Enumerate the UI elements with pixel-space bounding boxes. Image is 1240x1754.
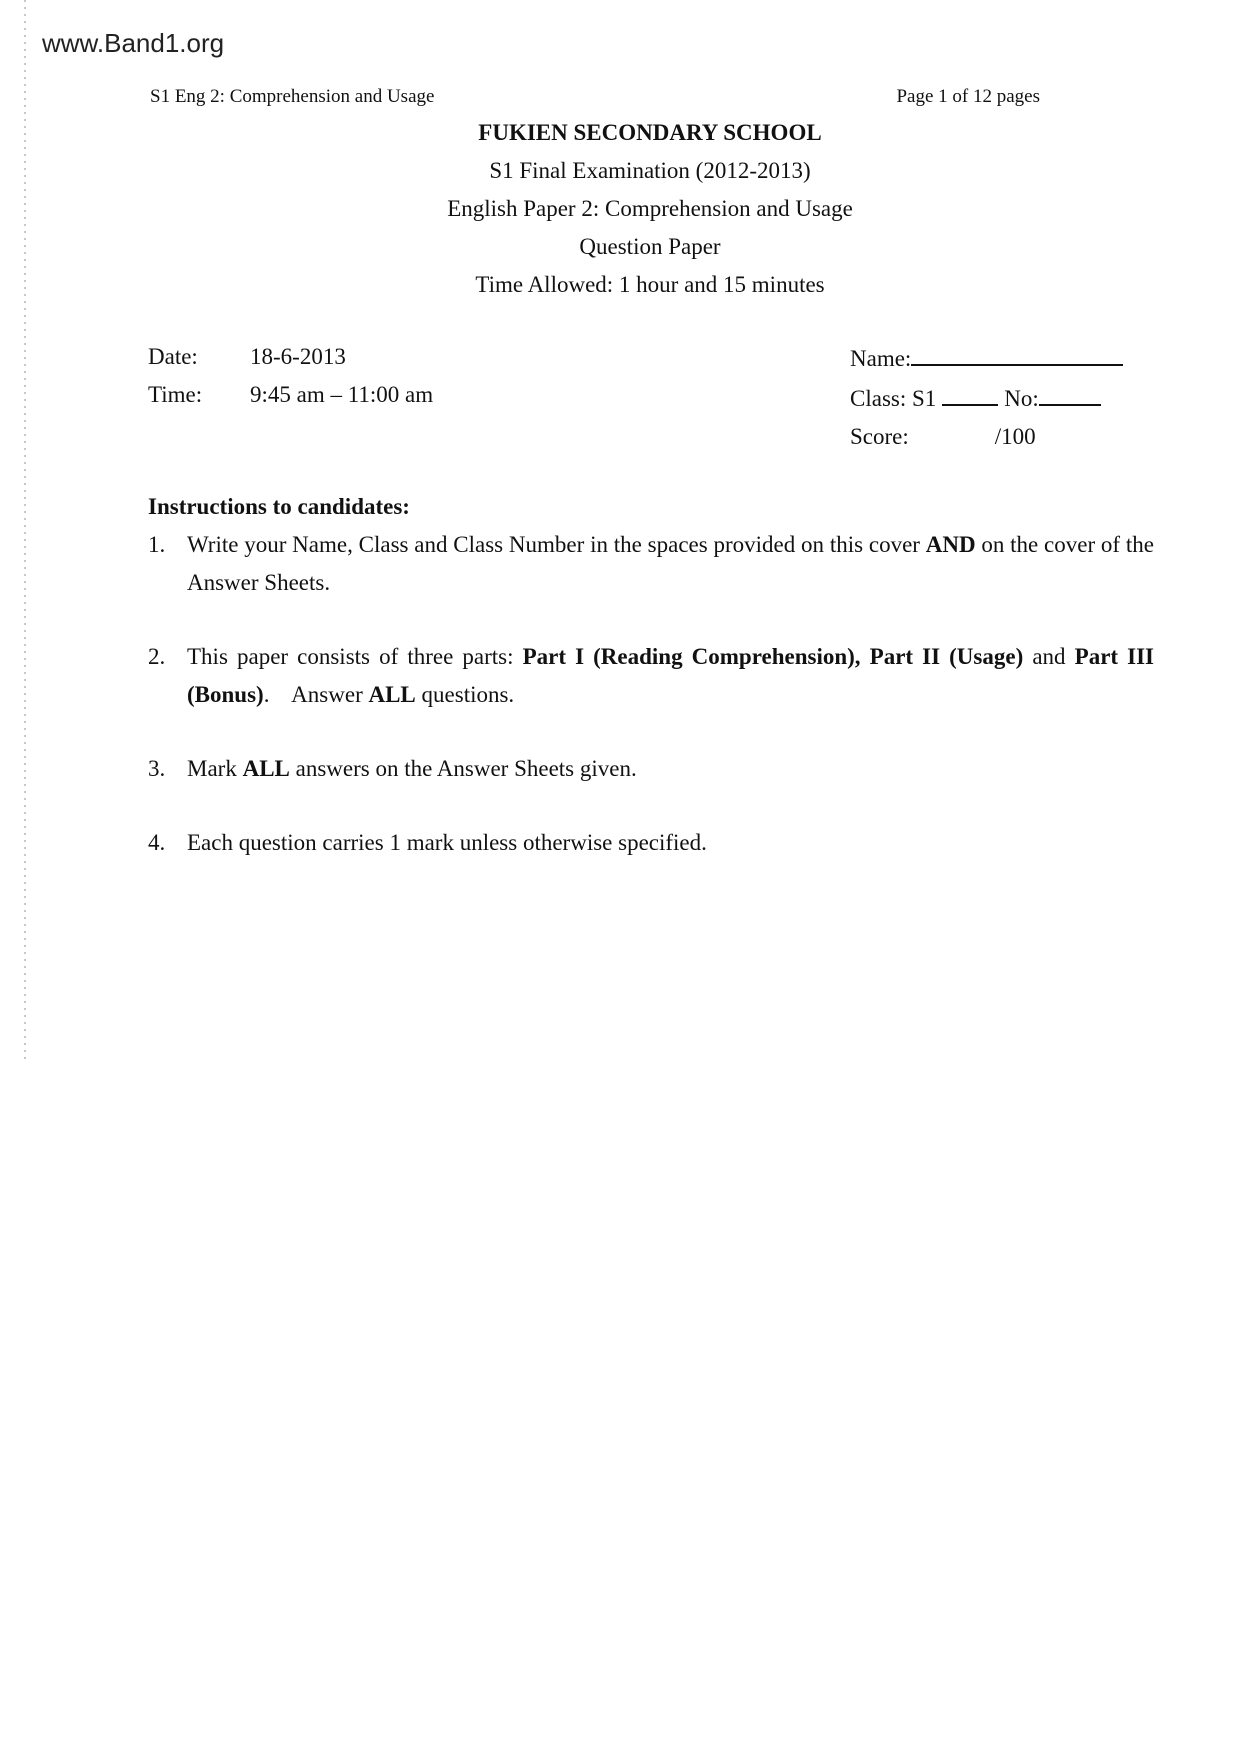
number-field[interactable] (1039, 378, 1101, 406)
instruction-number: 4. (148, 830, 166, 855)
instruction-text-part: questions. (415, 682, 515, 707)
exam-schedule (148, 338, 433, 414)
class-label: Class: S1 (850, 386, 937, 411)
instruction-text-part: . Answer (263, 682, 369, 707)
instruction-item-2 (148, 638, 1154, 714)
class-field[interactable] (942, 378, 998, 406)
instructions (148, 488, 1154, 862)
number-label: No: (1004, 386, 1039, 411)
date-label: Date: (148, 344, 198, 369)
name-row (850, 338, 1123, 378)
instruction-item-3 (148, 750, 1154, 788)
instruction-text-part: Mark (187, 756, 243, 781)
score-label: Score: (850, 424, 909, 449)
score-total: /100 (994, 424, 1036, 449)
instruction-number: 3. (148, 756, 166, 781)
time-label: Time: (148, 382, 203, 407)
paper-type: Question Paper (579, 234, 721, 259)
watermark: www.Band1.org (42, 28, 225, 58)
instruction-number: 1. (148, 532, 166, 557)
instruction-text (187, 824, 1154, 862)
scan-edge-marks (24, 0, 26, 1060)
time-value: 9:45 am – 11:00 am (250, 382, 434, 407)
time-allowed: Time Allowed: 1 hour and 15 minutes (475, 272, 825, 297)
candidate-info (850, 338, 1123, 456)
instruction-emphasis: ALL (242, 756, 290, 781)
date-row (148, 338, 433, 376)
name-field[interactable] (911, 338, 1123, 366)
instruction-text-part: answers on the Answer Sheets given. (289, 756, 637, 781)
school-name: FUKIEN SECONDARY SCHOOL (478, 120, 822, 145)
exam-title: S1 Final Examination (2012-2013) (489, 158, 811, 183)
header-page-number: Page 1 of 12 pages (896, 86, 1040, 107)
instruction-emphasis: Part III (Bonus) (187, 644, 1154, 707)
title-block (300, 114, 1000, 304)
instruction-text-part: on the cover of the Answer Sheets. (187, 532, 1154, 595)
header-paper-label: S1 Eng 2: Comprehension and Usage (150, 86, 435, 107)
class-row (850, 378, 1123, 418)
instruction-text (187, 526, 1154, 602)
instruction-text-part: Each question carries 1 mark unless otherwise specified. (187, 830, 707, 855)
paper-title: English Paper 2: Comprehension and Usage (447, 196, 853, 221)
instruction-text (187, 750, 1154, 788)
date-value: 18-6-2013 (250, 344, 346, 369)
instruction-text-part: This paper consists of three parts: (187, 644, 523, 669)
instruction-emphasis: AND (925, 532, 976, 557)
instruction-item-1 (148, 526, 1154, 602)
instruction-text (187, 638, 1154, 714)
time-row (148, 376, 433, 414)
score-row (850, 418, 1123, 456)
instruction-emphasis: Part I (Reading Comprehension), Part II (Usage) (522, 644, 1024, 669)
name-label: Name: (850, 346, 912, 371)
instruction-item-4 (148, 824, 1154, 862)
instruction-text-part: Write your Name, Class and Class Number in the spaces provided on this cover (187, 532, 926, 557)
instruction-number: 2. (148, 644, 166, 669)
instructions-heading: Instructions to candidates: (148, 494, 410, 519)
instruction-text-part: and (1023, 644, 1075, 669)
instruction-emphasis: ALL (368, 682, 416, 707)
